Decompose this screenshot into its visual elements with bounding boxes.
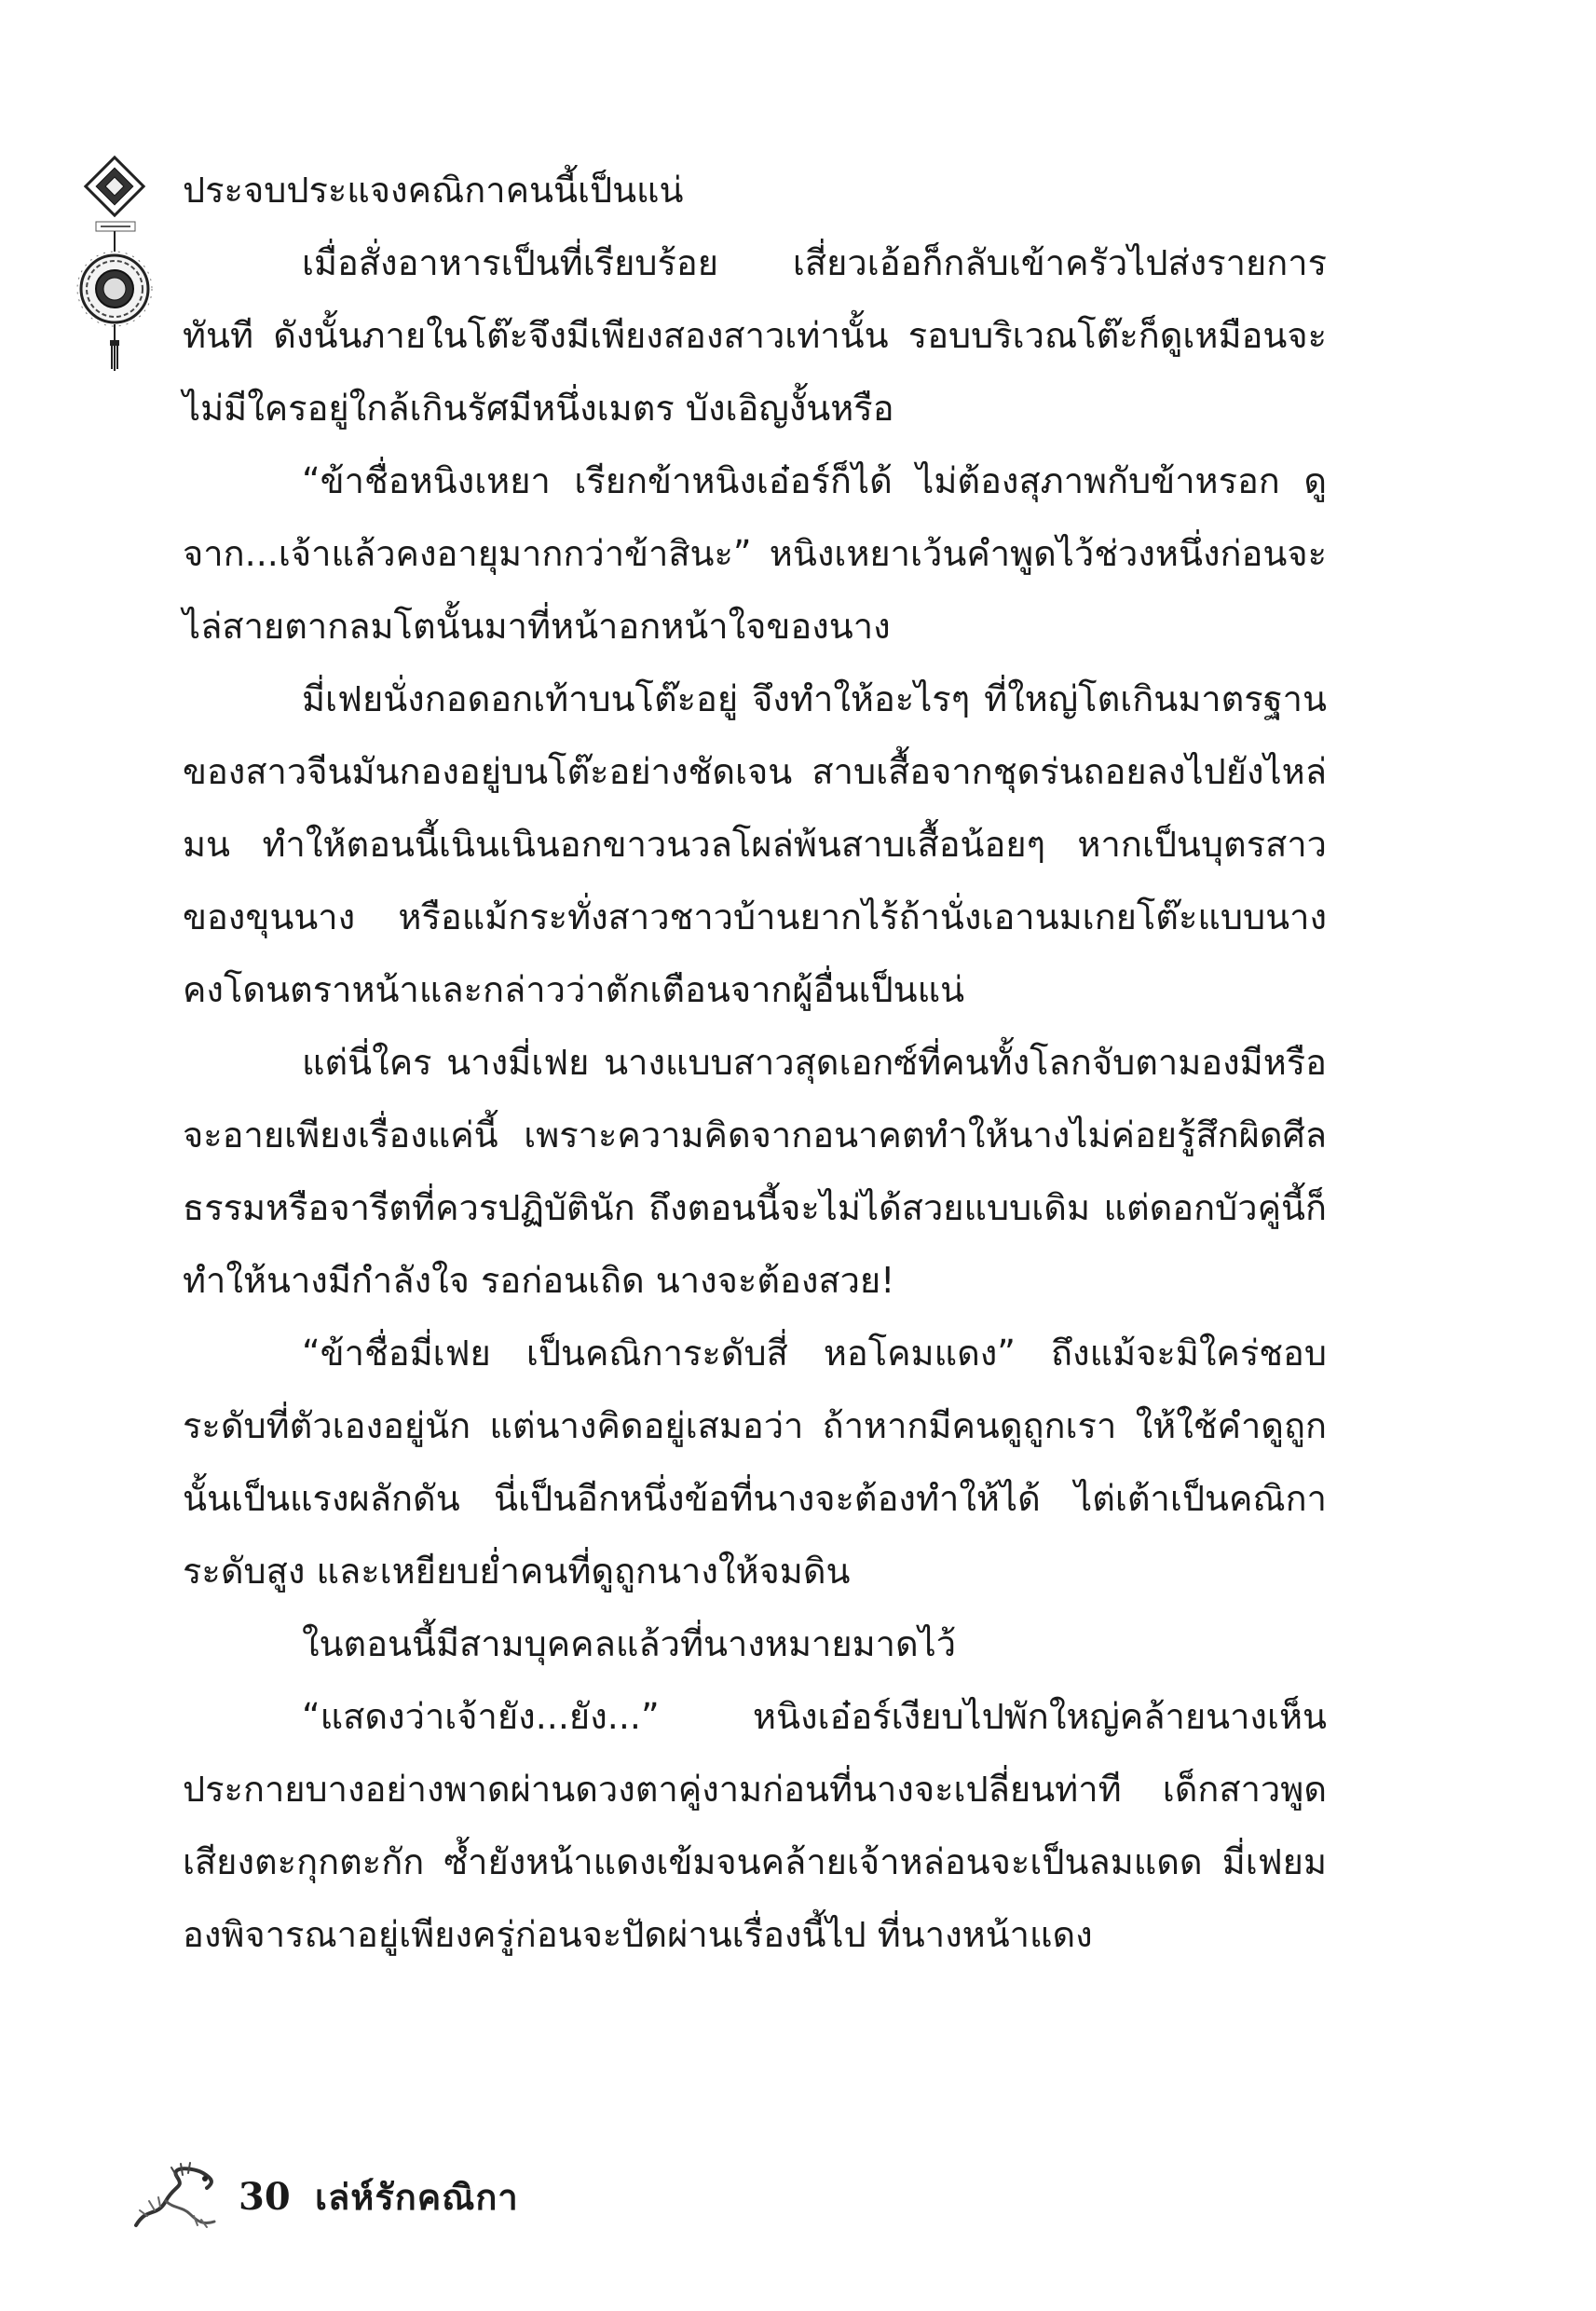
paragraph: แต่นี่ใคร นางมี่เฟย นางแบบสาวสุดเอกซ์ที่คนทั้งโลกจับตามองมีหรือจะอายเพียงเรื่องแค่นี้ เพราะความคิดจากอนาคตทำให้นางไม่ค่อยรู้สึกผิดศีลธรรมหรือจารีตที่ควรปฏิบัตินัก ถึงตอนนี้จะไม่ได้สวยแบบเดิม แต่ดอกบัวคู่นี้ก็ทำให้นางมีกำลังใจ รอก่อนเถิด นางจะต้องสวย!	[183, 1042, 1327, 1301]
ornament-emblem-icon	[73, 149, 175, 373]
paragraph: ประจบประแจงคณิกาคนนี้เป็นแน่	[183, 170, 684, 211]
paragraph: “ข้าชื่อมี่เฟย เป็นคณิการะดับสี่ หอโคมแดง” ถึงแม้จะมิใคร่ชอบระดับที่ตัวเองอยู่นัก แต่นางคิดอยู่เสมอว่า ถ้าหากมีคนดูถูกเรา ให้ใช้คำดูถูกนั้นเป็นแรงผลักดัน นี่เป็นอีกหนึ่งข้อที่นางจะต้องทำให้ได้ ไต่เต้าเป็นคณิการะดับสูง และเหยียบย่ำคนที่ดูถูกนางให้จมดิน	[183, 1333, 1327, 1592]
paragraph: มี่เฟยนั่งกอดอกเท้าบนโต๊ะอยู่ จึงทำให้อะไรๆ ที่ใหญ่โตเกินมาตรฐานของสาวจีนมันกองอยู่บนโต๊ะอย่างชัดเจน สาบเสื้อจากชุดร่นถอยลงไปยังไหล่มน ทำให้ตอนนี้เนินเนินอกขาวนวลโผล่พ้นสาบเสื้อน้อยๆ หากเป็นบุตรสาวของขุนนาง หรือแม้กระทั่งสาวชาวบ้านยากไร้ถ้านั่งเอานมเกยโต๊ะแบบนางคงโดนตราหน้าและกล่าวว่าตักเตือนจากผู้อื่นเป็นแน่	[183, 678, 1327, 1010]
paragraph: ในตอนนี้มีสามบุคคลแล้วที่นางหมายมาดไว้	[302, 1623, 957, 1664]
page-number: 30	[239, 2175, 291, 2219]
book-title: เล่ห์รักคณิกา	[315, 2177, 519, 2218]
paragraph: “ข้าชื่อหนิงเหยา เรียกข้าหนิงเอ๋อร์ก็ได้ ไม่ต้องสุภาพกับข้าหรอก ดูจาก...เจ้าแล้วคงอายุมากกว่าข้าสินะ” หนิงเหยาเว้นคำพูดไว้ช่วงหนึ่งก่อนจะไล่สายตากลมโตนั้นมาที่หน้าอกหน้าใจของนาง	[183, 460, 1327, 647]
paragraph: เมื่อสั่งอาหารเป็นที่เรียบร้อย เสี่ยวเอ้อก็กลับเข้าครัวไปส่งรายการทันที ดังนั้นภายในโต๊ะจึงมีเพียงสองสาวเท่านั้น รอบบริเวณโต๊ะก็ดูเหมือนจะไม่มีใครอยู่ใกล้เกินรัศมีหนึ่งเมตร บังเอิญงั้นหรือ	[183, 242, 1327, 429]
paragraph: “แสดงว่าเจ้ายัง...ยัง...” หนิงเอ๋อร์เงียบไปพักใหญ่คล้ายนางเห็นประกายบางอย่างพาดผ่านดวงตาคู่งามก่อนที่นางจะเปลี่ยนท่าที เด็กสาวพูดเสียงตะกุกตะกัก ซ้ำยังหน้าแดงเข้มจนคล้ายเจ้าหล่อนจะเป็นลมแดด มี่เฟยมองพิจารณาอยู่เพียงครู่ก่อนจะปัดผ่านเรื่องนี้ไป ที่นางหน้าแดง	[183, 1696, 1327, 1955]
dragon-icon	[129, 2160, 222, 2235]
page-footer	[129, 2160, 781, 2235]
body-text	[183, 154, 1327, 1971]
